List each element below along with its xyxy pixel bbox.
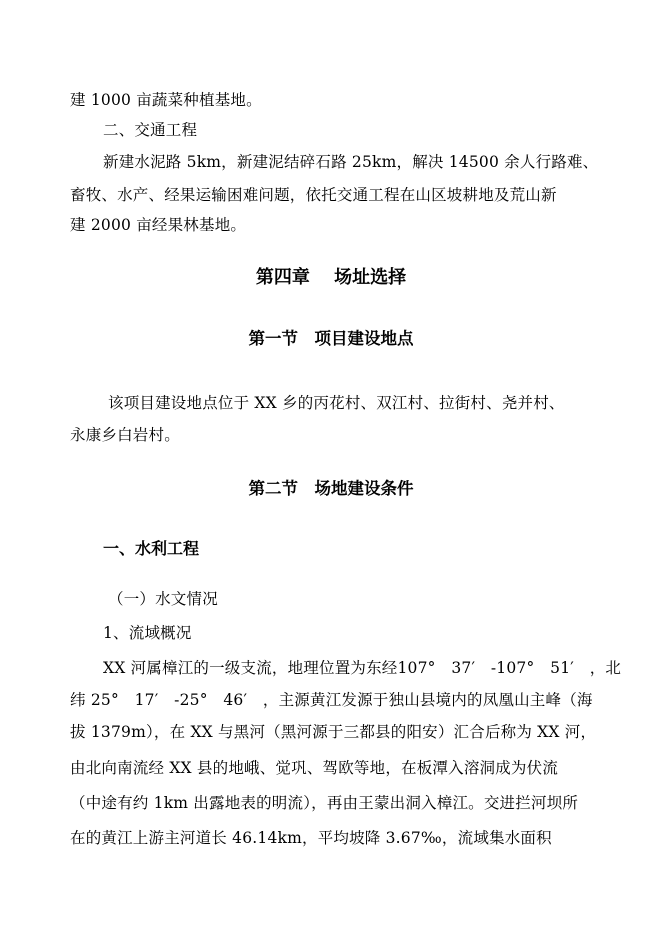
- section-title: 第一节 项目建设地点: [248, 329, 414, 348]
- sub-sub-heading: （一）水文情况: [108, 590, 218, 608]
- paragraph-line: 建 2000 亩经果林基地。: [70, 216, 247, 234]
- paragraph-line: 由北向南流经 XX 县的地峨、觉巩、驾欧等地，在板潭入溶洞成为伏流: [70, 759, 559, 777]
- item-heading: 1、流域概况: [103, 624, 192, 642]
- paragraph-line: 在的黄江上游主河道长 46.14km，平均坡降 3.67‰，流域集水面积: [70, 829, 552, 847]
- sub-heading: 一、水利工程: [103, 539, 200, 558]
- paragraph-line: 拔 1379m），在 XX 与黑河（黑河源于三都县的阳安）汇合后称为 XX 河，: [70, 723, 597, 741]
- section-heading-traffic: 二、交通工程: [103, 121, 198, 139]
- paragraph-line: （中途有约 1km 出露地表的明流），再由王蒙出洞入樟江。交进拦河坝所: [70, 794, 579, 812]
- paragraph-line: 永康乡白岩村。: [70, 426, 180, 444]
- paragraph-line: 建 1000 亩蔬菜种植基地。: [70, 91, 262, 109]
- paragraph-line: 新建水泥路 5km，新建泥结碎石路 25km，解决 14500 余人行路难、: [103, 153, 599, 171]
- chapter-title: 第四章 场址选择: [255, 267, 407, 288]
- section-title: 第二节 场地建设条件: [248, 479, 414, 498]
- paragraph-line: XX 河属樟江的一级支流，地理位置为东经107° 37′ -107° 51′ ，北: [103, 659, 622, 677]
- paragraph-line: 纬 25° 17′ -25° 46′ ，主源黄江发源于独山县境内的凤凰山主峰（海: [70, 691, 593, 709]
- paragraph-line: 该项目建设地点位于 XX 乡的丙花村、双江村、拉街村、尧并村、: [108, 394, 565, 412]
- paragraph-line: 畜牧、水产、经果运输困难问题，依托交通工程在山区坡耕地及荒山新: [70, 186, 557, 204]
